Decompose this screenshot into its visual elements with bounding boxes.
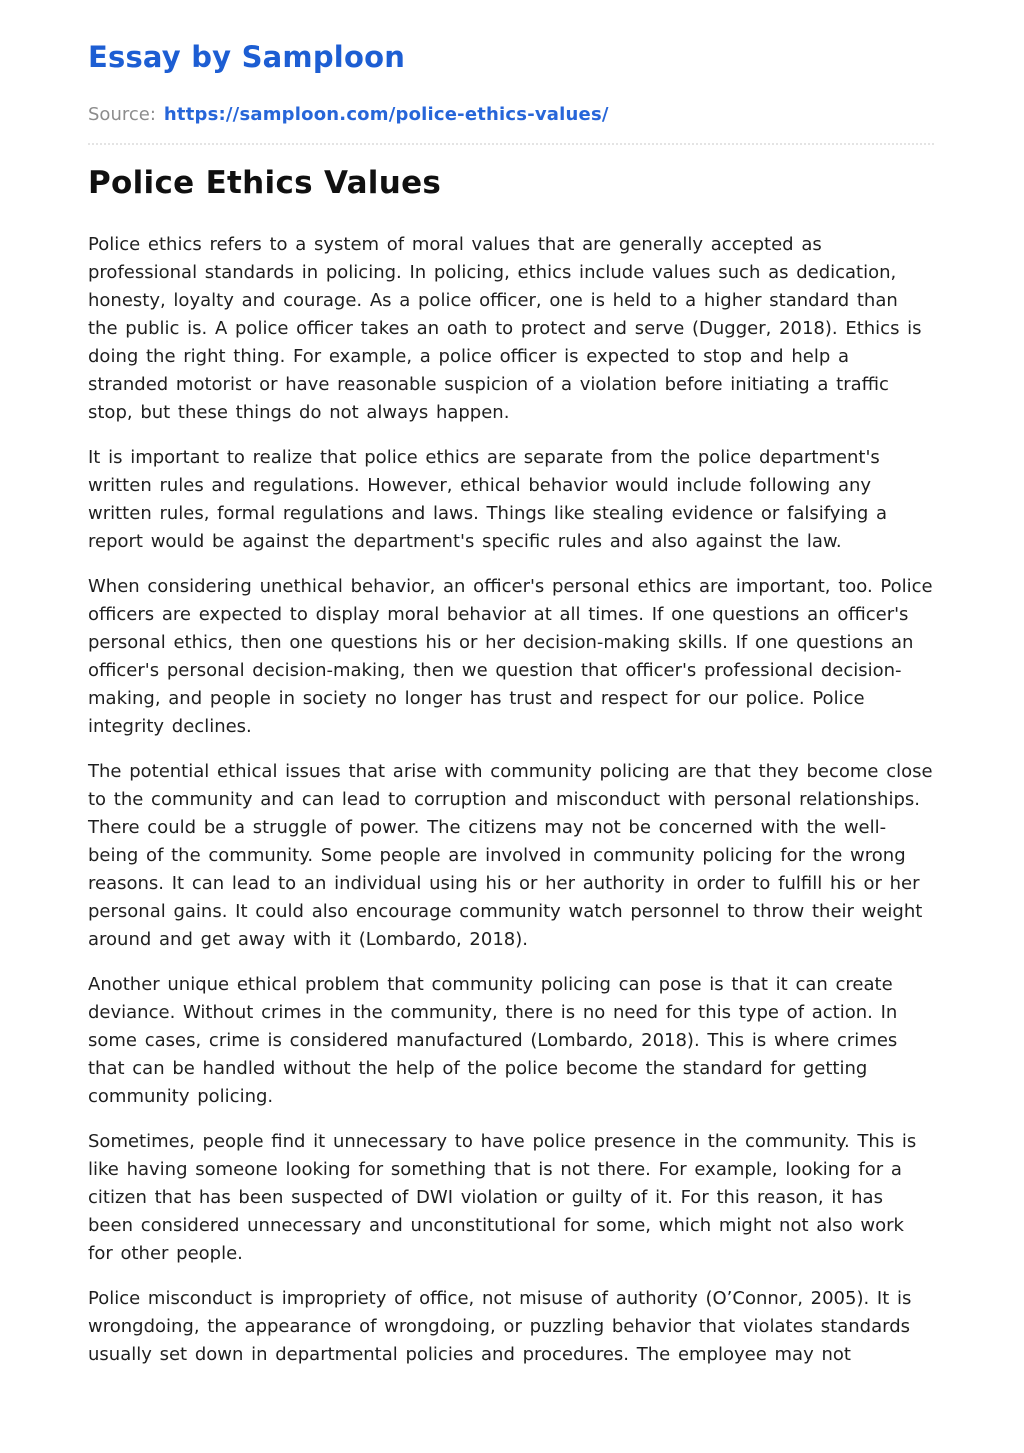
essay-paragraph: Police misconduct is impropriety of office, not misuse of authority (O’Connor, 2005). It is wrongdoing, the appearance of wrongdoing, or puzzling behavior that violates standards usually set down in departmental policies and procedures. The employee may not — [88, 1288, 912, 1365]
essay-paragraph: The potential ethical issues that arise with community policing are that they become close to the community and can lead to corruption and misconduct with personal relationships. There could be a struggle of power. The citizens may not be concerned with the well-being of the community. Some people are involved in community policing for the wrong reasons. It can lead to an individual using his or her authority in order to fulfill his or her personal gains. It could also encourage community watch personnel to throw their weight around and get away with it (Lombardo, 2018). — [88, 761, 933, 950]
section-divider — [88, 143, 934, 145]
essay-body — [88, 231, 934, 1369]
source-row — [88, 104, 934, 126]
essay-paragraph: Sometimes, people find it unnecessary to have police presence in the community. This is like having someone looking for something that is not there. For example, looking for a citizen that has been suspected of DWI violation or guilty of it. For this reason, it has been considered unnecessary and unconstitutional for some, which might not also work for other people. — [88, 1131, 917, 1264]
essay-title: Police Ethics Values — [88, 165, 442, 201]
essay-paragraph: Police ethics refers to a system of moral values that are generally accepted as professional standards in policing. In policing, ethics include values such as dedication, honesty, loyalty and courage. As a police officer, one is held to a higher standard than the public is. A police officer takes an oath to protect and serve (Dugger, 2018). Ethics is doing the right thing. For example, a police officer is expected to stop and help a stranded motorist or have reasonable suspicion of a violation before initiating a traffic stop, but these things do not always happen. — [88, 234, 922, 423]
essay-paragraph: Another unique ethical problem that community policing can pose is that it can create deviance. Without crimes in the community, there is no need for this type of action. In some cases, crime is considered manufactured (Lombardo, 2018). This is where crimes that can be handled without the help of the police become the standard for getting community policing. — [88, 974, 898, 1107]
source-link[interactable]: https://samploon.com/police-ethics-values/ — [163, 104, 609, 125]
essay-paragraph: When considering unethical behavior, an officer's personal ethics are important, too. Police officers are expected to display moral behavior at all times. If one questions an officer's personal ethics, then one questions his or her decision-making skills. If one questions an officer's personal decision-making, then we question that officer's professional decision-making, and people in society no longer has trust and respect for our police. Police integrity declines. — [88, 576, 933, 737]
source-label: Source: — [88, 104, 156, 125]
essay-paragraph: It is important to realize that police ethics are separate from the police department's written rules and regulations. However, ethical behavior would include following any written rules, formal regulations and laws. Things like stealing evidence or falsifying a report would be against the department's specific rules and also against the law. — [88, 447, 888, 552]
brand-heading: Essay by Samploon — [88, 40, 406, 74]
